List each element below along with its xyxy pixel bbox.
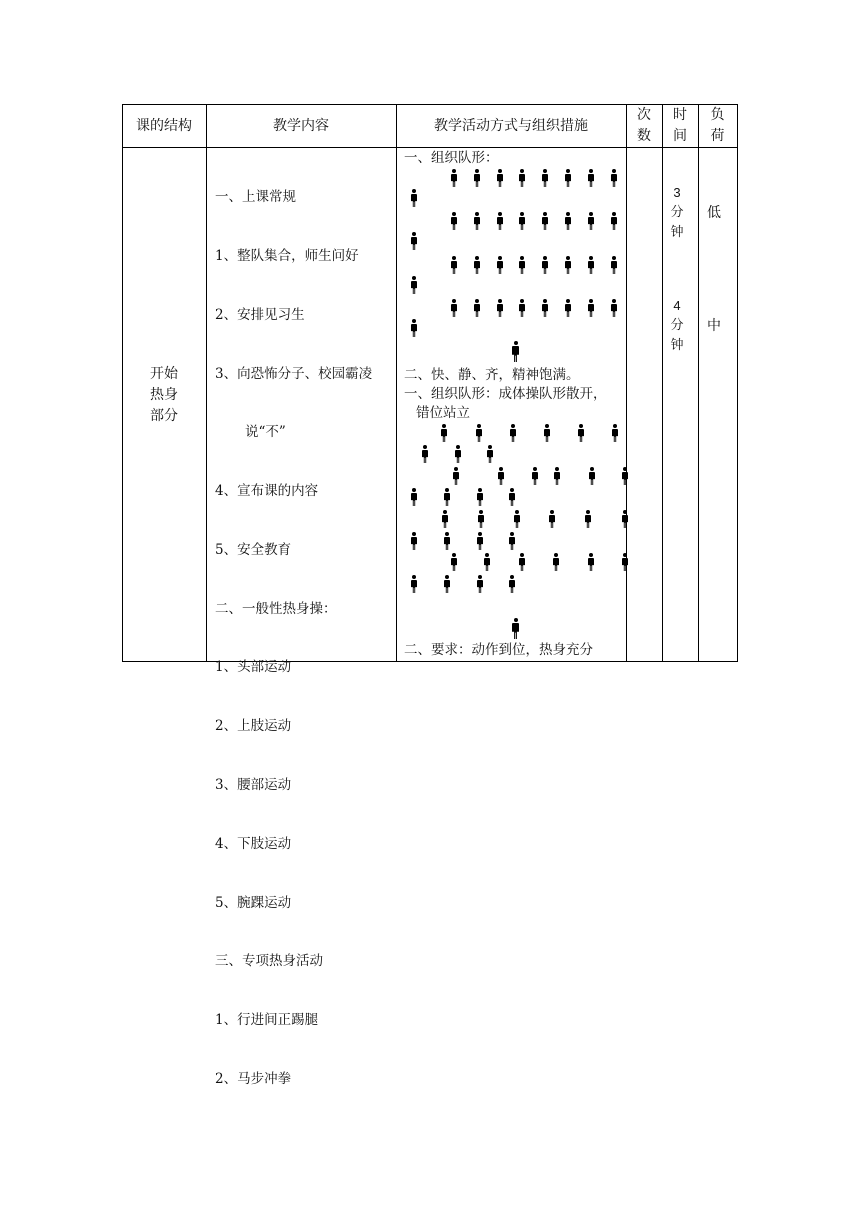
- requirement1: 二、快、静、齐，精神饱满。: [404, 367, 580, 383]
- person-icon: [565, 169, 571, 187]
- person-icon: [512, 341, 519, 362]
- person-icon: [451, 169, 457, 187]
- content-line: 一、上课常规: [215, 189, 296, 206]
- load-first: 低: [707, 205, 721, 221]
- person-icon: [474, 169, 480, 187]
- person-icon: [554, 467, 560, 485]
- person-icon: [498, 467, 504, 485]
- person-icon: [519, 299, 525, 317]
- person-icon: [444, 575, 450, 593]
- person-icon: [588, 256, 594, 274]
- person-icon: [477, 532, 483, 550]
- content-line: 5、腕踝运动: [215, 894, 292, 911]
- content-line: 1、整队集合，师生问好: [215, 247, 359, 264]
- column-divider-1: [206, 104, 207, 662]
- person-icon: [497, 212, 503, 230]
- person-icon: [497, 169, 503, 187]
- header-activity: 教学活动方式与组织措施: [434, 118, 588, 134]
- table-border-right: [737, 104, 738, 662]
- person-icon: [519, 553, 525, 571]
- content-line: 2、马步冲拳: [215, 1070, 292, 1087]
- section-name: 开始 热身 部分: [150, 366, 178, 424]
- header-structure: 课的结构: [136, 118, 192, 134]
- person-icon: [474, 212, 480, 230]
- load-second: 中: [707, 318, 721, 334]
- person-icon: [453, 467, 459, 485]
- content-line: 三、专项热身活动: [215, 953, 323, 970]
- person-icon: [451, 553, 457, 571]
- content-list: [215, 149, 372, 1129]
- person-icon: [422, 445, 428, 463]
- person-icon: [509, 532, 515, 550]
- person-icon: [622, 510, 628, 528]
- person-icon: [588, 212, 594, 230]
- person-icon: [509, 488, 515, 506]
- formation1-title: 一、组织队形：: [404, 150, 499, 166]
- person-icon: [519, 212, 525, 230]
- person-icon: [476, 424, 482, 442]
- time-first: 3 分 钟: [670, 185, 684, 240]
- person-icon: [542, 169, 548, 187]
- person-icon: [549, 510, 555, 528]
- person-icon: [411, 189, 417, 207]
- content-line: 2、安排见习生: [215, 306, 305, 323]
- person-icon: [565, 256, 571, 274]
- person-icon: [589, 467, 595, 485]
- person-icon: [611, 212, 617, 230]
- person-icon: [519, 169, 525, 187]
- content-line: 4、下肢运动: [215, 835, 292, 852]
- person-icon: [411, 488, 417, 506]
- person-icon: [588, 169, 594, 187]
- person-icon: [588, 299, 594, 317]
- person-icon: [474, 299, 480, 317]
- person-icon: [542, 256, 548, 274]
- person-icon: [477, 488, 483, 506]
- person-icon: [444, 488, 450, 506]
- person-icon: [451, 256, 457, 274]
- person-icon: [451, 212, 457, 230]
- content-line: 5、安全教育: [215, 541, 292, 558]
- content-line: 1、行进间正踢腿: [215, 1012, 319, 1029]
- person-icon: [622, 553, 628, 571]
- person-icon: [411, 575, 417, 593]
- person-icon: [487, 445, 493, 463]
- person-icon: [442, 510, 448, 528]
- person-icon: [565, 212, 571, 230]
- person-icon: [611, 299, 617, 317]
- person-icon: [612, 424, 618, 442]
- content-line: 3、腰部运动: [215, 777, 292, 793]
- formation2-line1: 一、组织队形：成体操队形散开，: [404, 386, 607, 402]
- content-line: 二、一般性热身操：: [215, 600, 337, 617]
- header-load: 负 荷: [710, 107, 725, 144]
- content-line: 1、头部运动: [215, 659, 292, 676]
- time-second: 4 分 钟: [670, 298, 684, 353]
- person-icon: [622, 467, 628, 485]
- person-icon: [478, 510, 484, 528]
- person-icon: [441, 424, 447, 442]
- column-divider-2: [396, 104, 397, 662]
- column-divider-3: [626, 104, 627, 662]
- person-icon: [512, 618, 519, 639]
- person-icon: [510, 424, 516, 442]
- content-line: 2、上肢运动: [215, 718, 292, 735]
- person-icon: [514, 510, 520, 528]
- requirement2: 二、要求：动作到位，热身充分: [404, 642, 593, 658]
- person-icon: [474, 256, 480, 274]
- person-icon: [497, 299, 503, 317]
- person-icon: [411, 232, 417, 250]
- person-icon: [565, 299, 571, 317]
- person-icon: [532, 467, 538, 485]
- person-icon: [611, 256, 617, 274]
- person-icon: [509, 575, 515, 593]
- header-count: 次 数: [637, 107, 651, 144]
- person-icon: [477, 575, 483, 593]
- person-icon: [444, 532, 450, 550]
- person-icon: [519, 256, 525, 274]
- header-time: 时 间: [673, 107, 687, 144]
- person-icon: [553, 553, 559, 571]
- formation2-line2: 错位站立: [416, 405, 470, 421]
- person-icon: [451, 299, 457, 317]
- content-line: 4、宣布课的内容: [215, 483, 319, 500]
- person-icon: [578, 424, 584, 442]
- person-icon: [411, 276, 417, 294]
- content-line: 说“不”: [245, 424, 286, 441]
- person-icon: [585, 510, 591, 528]
- person-icon: [542, 212, 548, 230]
- person-icon: [497, 256, 503, 274]
- column-divider-5: [698, 104, 699, 662]
- content-line: 3、向恐怖分子、校园霸凌: [215, 365, 373, 382]
- header-content: 教学内容: [273, 118, 329, 134]
- header-divider: [122, 147, 738, 148]
- person-icon: [544, 424, 550, 442]
- person-icon: [455, 445, 461, 463]
- person-icon: [411, 319, 417, 337]
- person-icon: [542, 299, 548, 317]
- person-icon: [588, 553, 594, 571]
- person-icon: [411, 532, 417, 550]
- person-icon: [611, 169, 617, 187]
- person-icon: [484, 553, 490, 571]
